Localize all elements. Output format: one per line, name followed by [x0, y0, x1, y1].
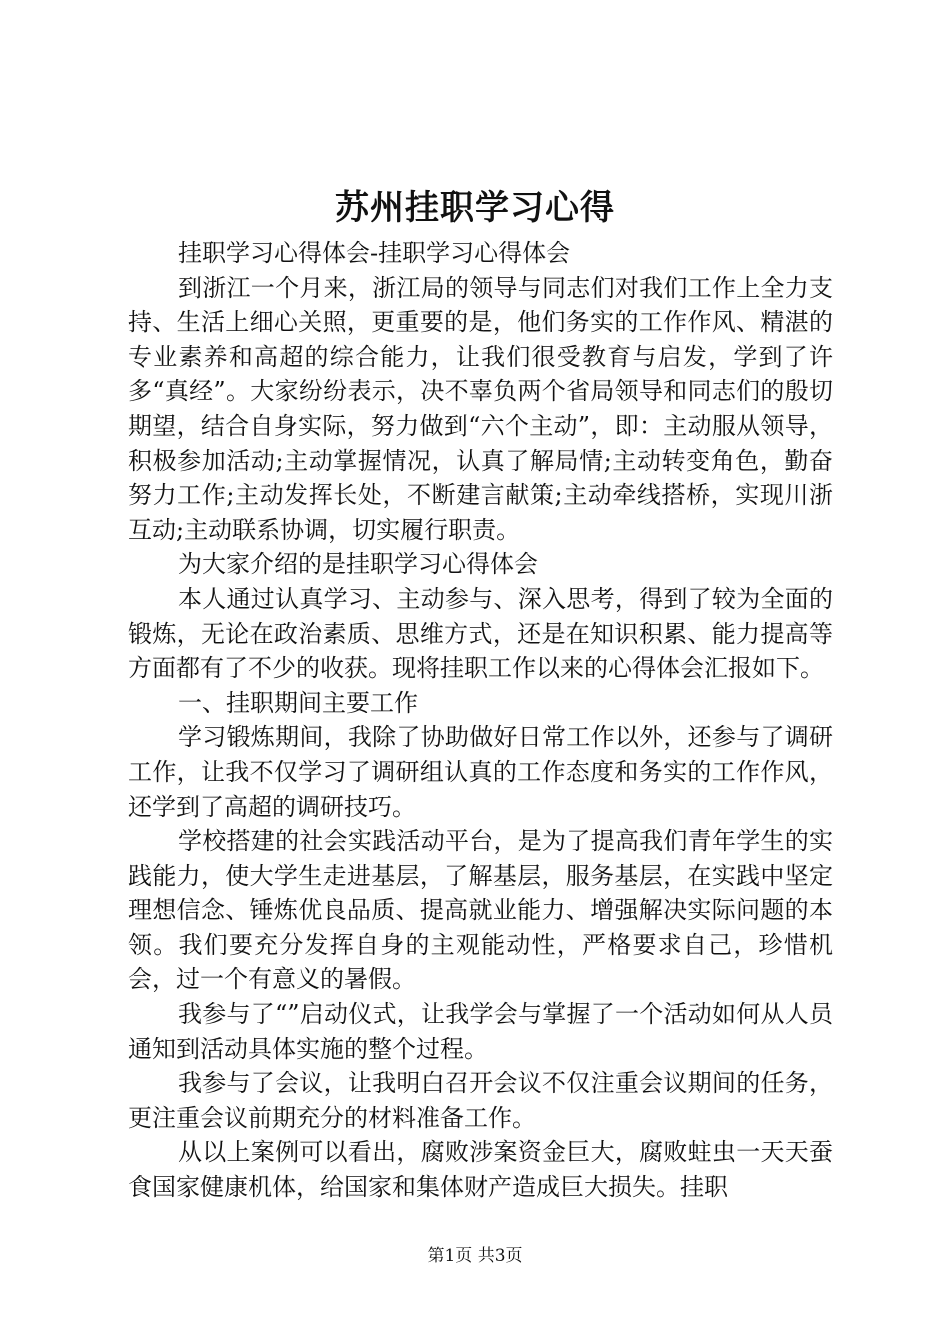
paragraph: 学习锻炼期间，我除了协助做好日常工作以外，还参与了调研工作，让我不仅学习了调研组认真的工作态度和务实的工作作风，还学到了高超的调研技巧。 [128, 723, 833, 821]
document-title: 苏州挂职学习心得 [335, 188, 615, 228]
document-body [128, 236, 833, 1205]
paragraph: 我参与了会议，让我明白召开会议不仅注重会议期间的任务，更注重会议前期充分的材料准备工作。 [128, 1069, 833, 1132]
paragraph: 本人通过认真学习、主动参与、深入思考，得到了较为全面的锻炼，无论在政治素质、思维方式，还是在知识积累、能力提高等方面都有了不少的收获。现将挂职工作以来的心得体会汇报如下。 [128, 584, 833, 683]
paragraph: 为大家介绍的是挂职学习心得体会 [178, 550, 538, 579]
section-heading: 一、挂职期间主要工作 [178, 688, 418, 717]
paragraph-subtitle: 挂职学习心得体会-挂职学习心得体会 [178, 239, 571, 267]
paragraph: 到浙江一个月来，浙江局的领导与同志们对我们工作上全力支持、生活上细心关照，更重要的是，他们务实的工作作风、精湛的专业素养和高超的综合能力，让我们很受教育与启发，学到了许多“真经”。大家纷纷表示，决不辜负两个省局领导和同志们的殷切期望，结合自身实际，努力做到“六个主动”，即：主动服从领导，积极参加活动;主动掌握情况，认真了解局情;主动转变角色，勤奋努力工作;主动发挥长处，不断建言献策;主动牵线搭桥，实现川浙互动;主动联系协调，切实履行职责。 [128, 273, 833, 544]
paragraph: 学校搭建的社会实践活动平台，是为了提高我们青年学生的实践能力，使大学生走进基层，了解基层，服务基层，在实践中坚定理想信念、锤炼优良品质、提高就业能力、增强解决实际问题的本领。我们要充分发挥自身的主观能动性，严格要求自己，珍惜机会，过一个有意义的暑假。 [128, 827, 833, 994]
paragraph: 从以上案例可以看出，腐败涉案资金巨大，腐败蛀虫一天天蚕食国家健康机体，给国家和集体财产造成巨大损失。挂职 [128, 1138, 833, 1202]
page-footer: 第1页 共3页 [427, 1246, 523, 1266]
paragraph: 我参与了“”启动仪式，让我学会与掌握了一个活动如何从人员通知到活动具体实施的整个过程。 [128, 1000, 833, 1063]
